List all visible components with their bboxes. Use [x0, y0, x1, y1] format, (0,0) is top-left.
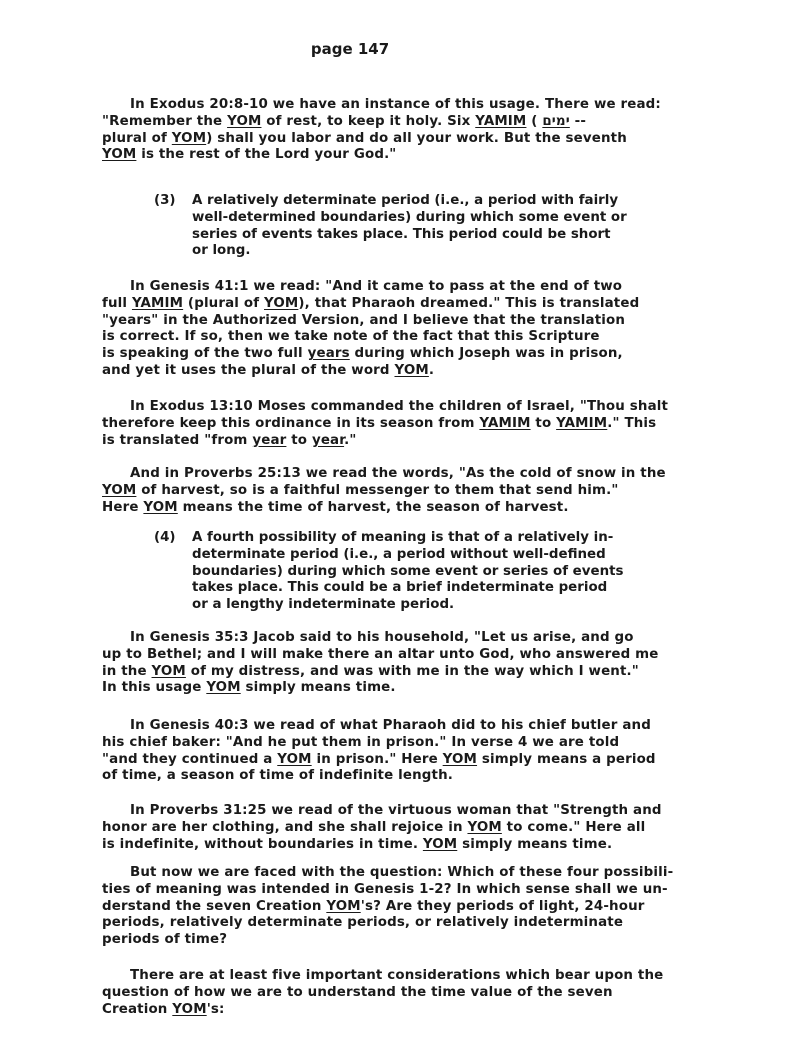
paragraph-genesis-40: In Genesis 40:3 we read of what Pharaoh did to his chief butler and his chief baker: "And he put them in prison." In verse 4 we are told "and they continued a YOM in prison." Here YOM simply means a period of time, a season of time of indefinite length. — [102, 718, 656, 784]
paragraph-exodus-13: In Exodus 13:10 Moses commanded the children of Israel, "Thou shalt therefore keep this ordinance in its season from YAMIM to YAMIM." This is translated "from year to year." — [102, 399, 669, 448]
definition-item-4: A fourth possibility of meaning is that of a relatively in- determinate period (i.e., a period without well-defined boundaries) during which some event or series of events takes place. This could be a brief indeterminate period or a lengthy indeterminate period. — [192, 530, 624, 613]
definition-item-3: A relatively determinate period (i.e., a period with fairly well-determined boundaries) during which some event or series of events takes place. This period could be short or long. — [192, 193, 627, 259]
paragraph-exodus-20 — [102, 97, 714, 164]
paragraph-genesis-41: In Genesis 41:1 we read: "And it came to pass at the end of two full YAMIM (plural of YOM), that Pharaoh dreamed." This is translated "years" in the Authorized Version, and I believe that the translation is correct. If so, then we take note of the fact that this Scripture is speaking of the two full years during which Joseph was in prison, and yet it uses the plural of the word YOM. — [102, 279, 640, 378]
paragraph-considerations: There are at least five important considerations which bear upon the question of how we are to understand the time value of the seven Creation YOM's: — [102, 968, 664, 1017]
paragraph-proverbs-31: In Proverbs 31:25 we read of the virtuous woman that "Strength and honor are her clothing, and she shall rejoice in YOM to come." Here all is indefinite, without boundaries in time. YOM simply means time. — [102, 803, 662, 852]
text-line: In Exodus 20:8-10 we have an instance of this usage. There we read: — [130, 97, 661, 112]
paragraph-question: But now we are faced with the question: Which of these four possibili- ties of meaning was intended in Genesis 1-2? In which sense shall we un- derstand the seven Creation YOM's? Are they periods of light, 24-hour periods, relatively determinate periods, or relatively indeterminate periods of time? — [102, 865, 674, 948]
item-number-3: (3) — [154, 193, 176, 208]
text-line: plural of YOM) shall you labor and do all your work. But the seventh — [102, 130, 627, 146]
page-number: page 147 — [310, 40, 390, 58]
paragraph-proverbs-25: And in Proverbs 25:13 we read the words, "As the cold of snow in the YOM of harvest, so is a faithful messenger to them that send him." Here YOM means the time of harvest, the season of harvest. — [102, 466, 666, 515]
text-line: "Remember the YOM of rest, to keep it holy. Six YAMIM ( ימים -- — [102, 113, 587, 129]
text-line: YOM is the rest of the Lord your God." — [102, 147, 397, 163]
hebrew-word: ימים — [542, 113, 570, 129]
item-number-4: (4) — [154, 530, 176, 545]
paragraph-genesis-35: In Genesis 35:3 Jacob said to his household, "Let us arise, and go up to Bethel; and I will make there an altar unto God, who answered me in the YOM of my distress, and was with me in the way which I went." In this usage YOM simply means time. — [102, 630, 659, 696]
